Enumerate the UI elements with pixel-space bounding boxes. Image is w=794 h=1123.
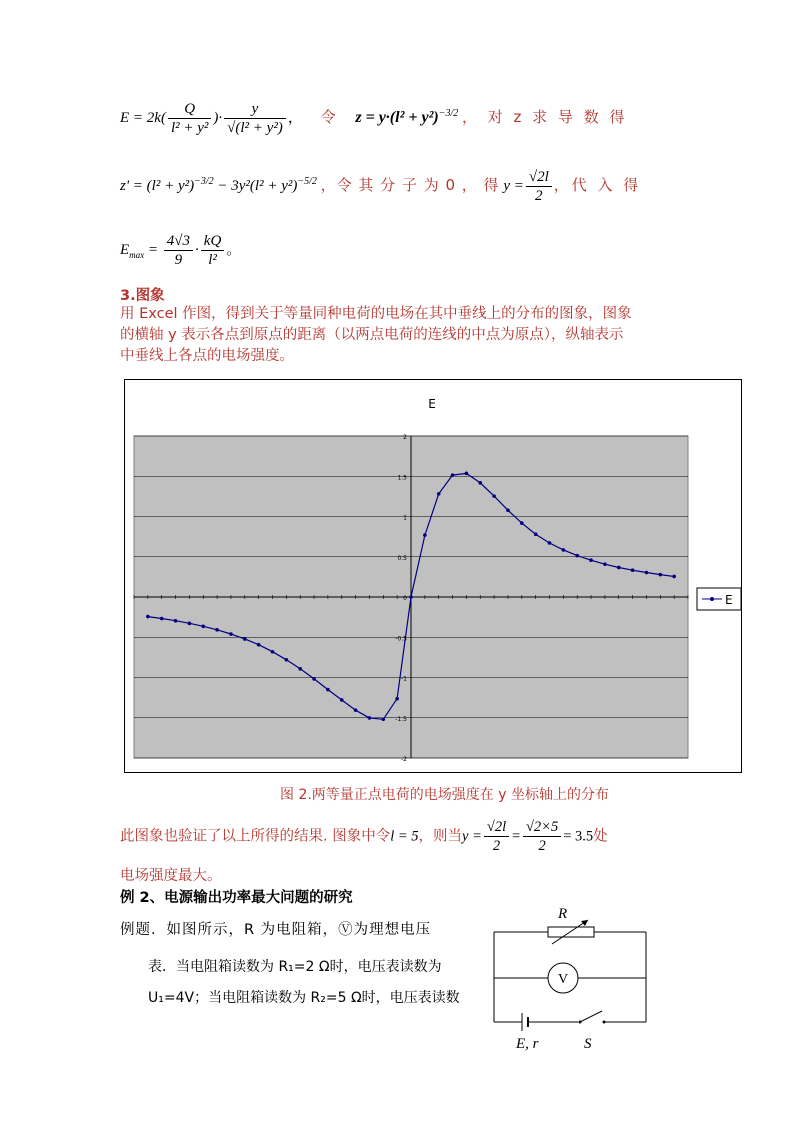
fraction-4root3: $\frac{4√3}{9}$ [164, 232, 193, 269]
chart-frame [124, 379, 742, 773]
section-body [120, 304, 690, 367]
chart-title: E [428, 397, 436, 411]
data-point [243, 637, 247, 641]
data-point [589, 558, 593, 562]
e-field-chart [125, 380, 741, 772]
section-heading: 3.图象 [120, 288, 165, 304]
data-point [146, 615, 150, 619]
text-derive: ， 对 z 求 导 数 得 [461, 107, 628, 126]
body-line-3: 中垂线上各点的电场强度。 [120, 348, 294, 364]
data-point [451, 473, 455, 477]
data-point [492, 494, 496, 498]
data-point [437, 492, 441, 496]
data-point [520, 521, 524, 525]
data-point [326, 688, 330, 692]
text-numerator-zero: ，令 其 分 子 为 0 ， 得 [320, 175, 500, 194]
data-point [395, 697, 399, 701]
data-point [312, 677, 316, 681]
example-line-2: 表．当电阻箱读数为 R₁=2 Ω时，电压表读数为 [148, 959, 442, 975]
data-point [478, 481, 482, 485]
data-point [659, 573, 663, 577]
data-point [160, 617, 164, 621]
y-tick-label: -2 [401, 756, 407, 763]
fraction-kq: $\frac{kQ}{\text{l²}}$ [201, 232, 225, 269]
resistor-box [548, 927, 594, 937]
legend [697, 588, 741, 610]
formula-line-2: $z' = (l^2 + y^2)^{-3/2} - 3y^2(l^2 + y^2)^{-5/2}$ ，令 其 分 子 为 0 ， 得 y = $\frac{√2l}{2}$ ，代 入 得 [120, 169, 642, 204]
fraction-y: $\frac{y}{\text{√(l² + y²)}}$ [224, 100, 286, 137]
figure-caption: 图 2.两等量正点电荷的电场强度在 y 坐标轴上的分布 [280, 787, 609, 803]
data-point [631, 568, 635, 572]
legend-label: E [725, 593, 733, 607]
y-tick-label: -0.5 [395, 635, 407, 643]
data-point [506, 509, 510, 513]
body-line-2: 的横轴 y 表示各点到原点的距离（以两点电荷的连线的中点为原点），纵轴表示 [120, 327, 624, 343]
switch-lever [580, 1011, 602, 1022]
fraction-root2l: $\frac{√2l}{2}$ [484, 818, 509, 855]
y-tick-label: -1.5 [395, 715, 407, 723]
body-line-1: 用 Excel 作图，得到关于等量同种电荷的电场在其中垂线上的分布的图象，图象 [120, 306, 632, 322]
data-point [575, 554, 579, 558]
label-v: V [557, 972, 569, 987]
label-s: S [584, 1036, 592, 1052]
data-point [188, 622, 192, 626]
verify-line-2: 电场强度最大。 [120, 868, 222, 884]
data-point [285, 658, 289, 662]
data-point [271, 650, 275, 654]
y-tick-label: 1 [403, 514, 407, 522]
formula-E-prefix: E = 2k( [120, 109, 166, 126]
data-point [617, 566, 621, 570]
label-er: E, r [516, 1036, 539, 1052]
y-tick-label: -1 [401, 675, 407, 683]
example-line-1: 例题．如图所示，R 为电阻箱，Ⓥ为理想电压 [120, 922, 432, 938]
data-point [354, 708, 358, 712]
data-point [201, 625, 205, 629]
y-tick-label: 0.5 [397, 554, 407, 562]
data-point [423, 533, 427, 537]
data-point [672, 575, 676, 579]
data-point [645, 571, 649, 575]
verify-line: 此图象也验证了以上所得的结果. 图象中令l = 5，则当y = $\frac{√2l}{2}$ = $\frac{√2\times 5}{2}$ = 3.5处 [120, 819, 608, 854]
y-tick-label: 0 [403, 595, 407, 602]
formula-line-3: $E_{max}$ = $\frac{4√3}{9}$ · $\frac{kQ}{\text{l²}}$ 。 [120, 233, 242, 268]
formula-line-1: E = 2k( $\frac{Q}{\text{l² + y²}}$ )· $\frac{y}{\text{√(l² + y²)}}$ ， 令 $z = y\cdot(l^2 + y^2)^{-3/2}$ ， 对 z 求 导 数 得 [120, 101, 628, 136]
fraction-root2x5: $\frac{√2\times 5}{2}$ [523, 818, 561, 855]
data-point [548, 541, 552, 545]
example-heading: 例 2、电源输出功率最大问题的研究 [120, 890, 353, 906]
data-point [340, 698, 344, 702]
data-point [534, 532, 538, 536]
label-r: R [558, 906, 568, 922]
fraction-y-max: $\frac{√2l}{2}$ [526, 168, 552, 205]
text-ling: 令 [320, 107, 336, 126]
data-point [368, 716, 372, 720]
formula-z: z = y·(l² + y²) [355, 108, 439, 126]
example-line-3: U₁=4V；当电阻箱读数为 R₂=5 Ω时，电压表读数 [148, 990, 460, 1006]
y-tick-label: 2 [403, 434, 407, 441]
data-point [603, 562, 607, 566]
y-tick-label: 1.5 [397, 474, 407, 482]
data-point [174, 619, 178, 623]
data-point [562, 548, 566, 552]
fraction-q: $\frac{Q}{\text{l² + y²}}$ [168, 100, 211, 137]
data-point [229, 632, 233, 636]
data-point [215, 628, 219, 632]
data-point [298, 667, 302, 671]
data-point [465, 472, 469, 476]
data-point [409, 595, 413, 599]
legend-marker [710, 597, 714, 601]
circuit-diagram [486, 902, 656, 1052]
data-point [382, 717, 386, 721]
data-point [257, 643, 261, 647]
